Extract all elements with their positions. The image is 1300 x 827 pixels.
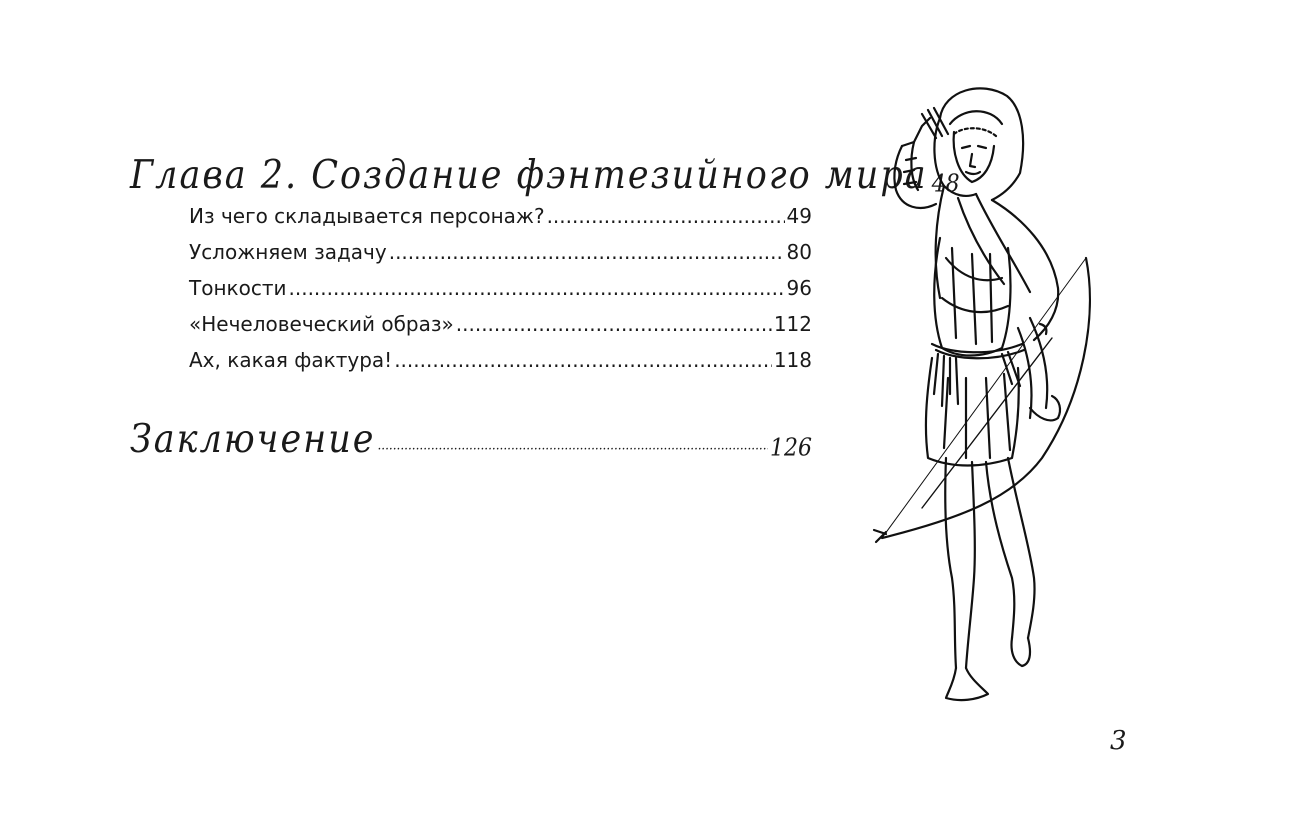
dot-leader bbox=[456, 312, 772, 336]
page-number: 3 bbox=[1110, 726, 1127, 756]
toc-section-entry[interactable] bbox=[130, 234, 812, 270]
dot-leader bbox=[389, 240, 785, 264]
chapter-page-number: 48 bbox=[931, 170, 960, 198]
section-page-number: 96 bbox=[786, 276, 812, 300]
section-page-number: 80 bbox=[786, 240, 812, 264]
dot-leader bbox=[289, 276, 785, 300]
toc-section-entry[interactable] bbox=[130, 306, 812, 342]
section-page-number: 112 bbox=[773, 312, 812, 336]
dot-leader bbox=[377, 437, 768, 453]
toc-conclusion-entry[interactable] bbox=[130, 395, 812, 462]
toc-chapter-entry[interactable] bbox=[130, 131, 960, 198]
conclusion-title: Заключение bbox=[130, 417, 376, 462]
section-title: «Нечеловеческий образ» bbox=[189, 312, 454, 336]
table-of-contents bbox=[130, 138, 960, 462]
dot-leader bbox=[394, 348, 772, 372]
section-title: Из чего складывается персонаж? bbox=[189, 204, 545, 228]
chapter-title: Глава 2. Создание фэнтезийного мира bbox=[130, 153, 928, 198]
section-page-number: 49 bbox=[786, 204, 812, 228]
toc-section-entry[interactable] bbox=[130, 342, 812, 378]
section-title: Тонкости bbox=[189, 276, 287, 300]
section-page-number: 118 bbox=[773, 348, 812, 372]
hooded-archer-illustration bbox=[862, 78, 1102, 710]
section-title: Ах, какая фактура! bbox=[189, 348, 393, 372]
toc-section-entry[interactable] bbox=[130, 198, 812, 234]
dot-leader bbox=[547, 204, 785, 228]
toc-section-entry[interactable] bbox=[130, 270, 812, 306]
conclusion-page-number: 126 bbox=[770, 434, 812, 462]
section-title: Усложняем задачу bbox=[189, 240, 387, 264]
